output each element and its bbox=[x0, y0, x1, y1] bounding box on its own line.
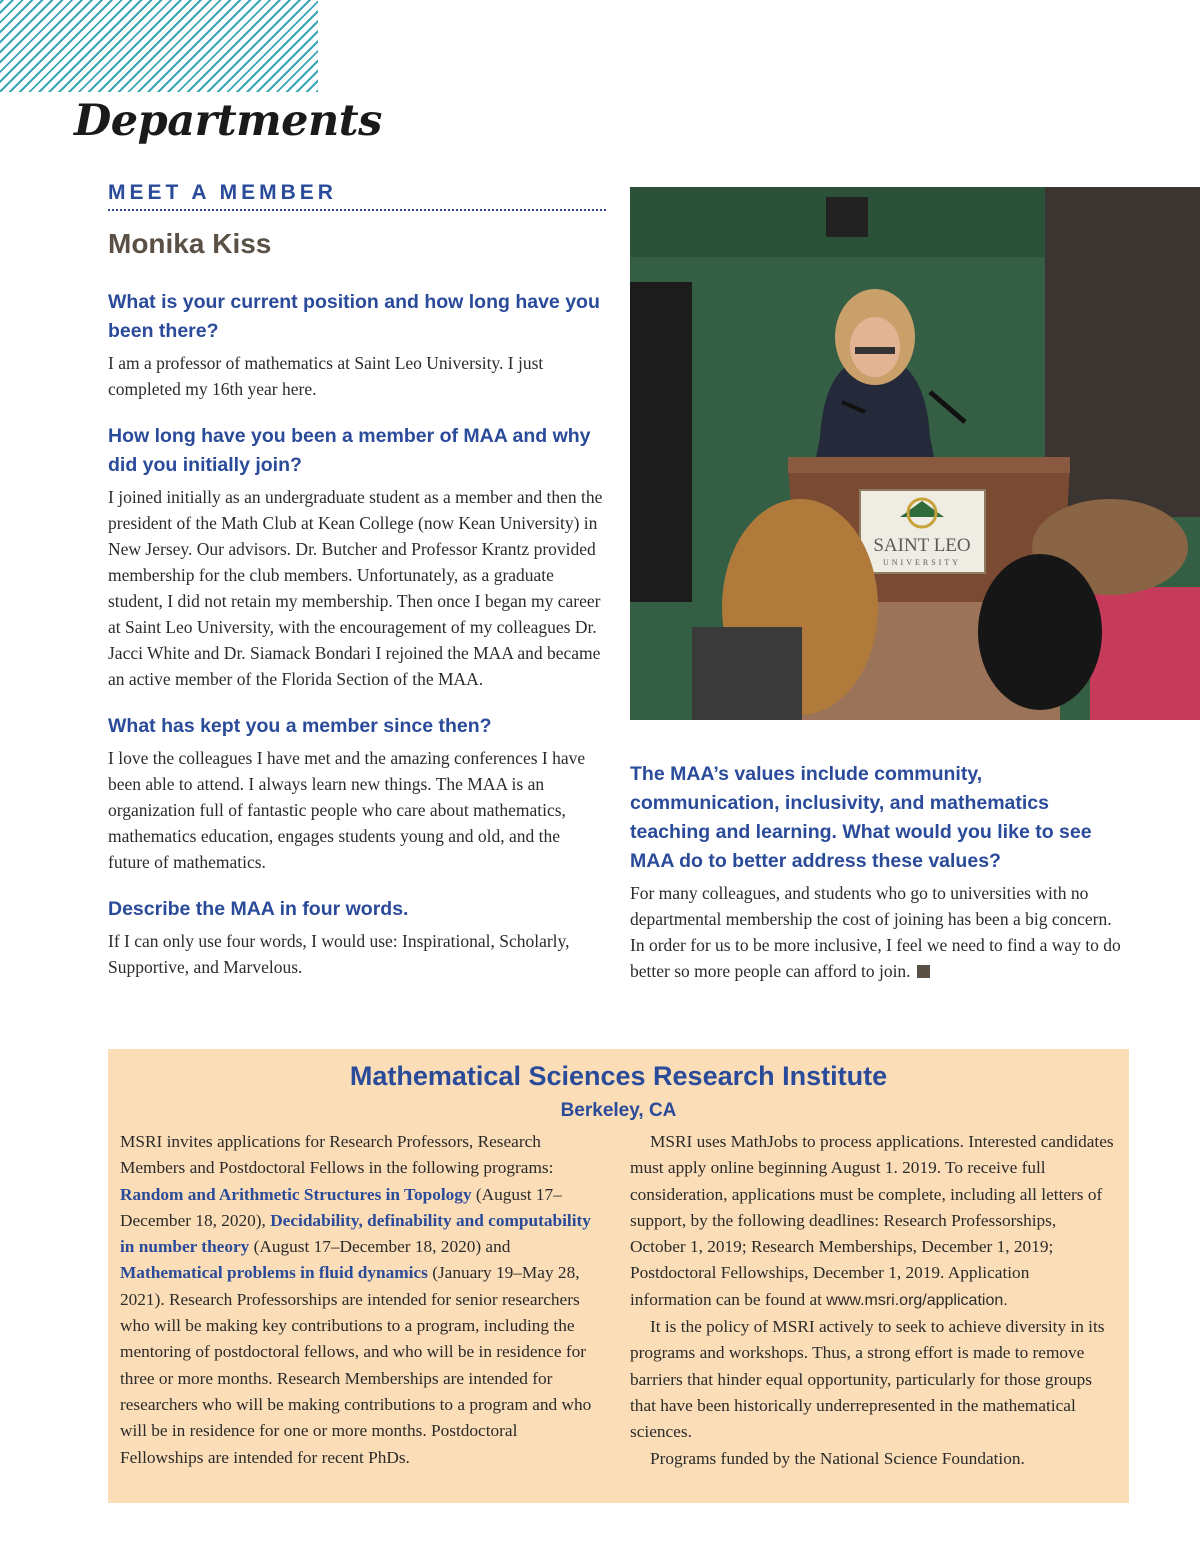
ad-text: (January 19–May 28, 2021). Research Professorships are intended for senior researchers who will be making key contributions to a program, including the mentoring of postdoctoral fellows, and who will be in residence for three or more months. Research Memberships are intended for researchers who will be making contributions to a program and who will be in residence for one or more months. Postdoctoral Fellowships are intended for recent PhDs. bbox=[120, 1263, 592, 1467]
ad-text: MSRI invites applications for Research Professors, Research Members and Postdoctoral Fellows in the following programs: bbox=[120, 1132, 554, 1178]
interview-left-column bbox=[108, 288, 604, 1000]
interview-right-column bbox=[630, 760, 1130, 1004]
podium-sign-university: UNIVERSITY bbox=[883, 558, 961, 567]
answer-position: I am a professor of mathematics at Saint Leo University. I just completed my 16th year here. bbox=[108, 353, 544, 399]
section-title: Departments bbox=[74, 96, 382, 146]
ad-text: (August 17–December 18, 2020) and bbox=[249, 1237, 511, 1257]
meet-a-member-kicker: MEET A MEMBER bbox=[108, 181, 606, 211]
program-link-number-theory[interactable]: Decidability, definability and computability in number theory bbox=[120, 1210, 591, 1257]
ad-programs-paragraph bbox=[120, 1129, 605, 1471]
question-membership: How long have you been a member of MAA and why did you initially join? bbox=[108, 425, 591, 476]
ad-title: Mathematical Sciences Research Institute bbox=[349, 1061, 888, 1091]
question-position: What is your current position and how long have you been there? bbox=[108, 291, 600, 342]
member-name: Monika Kiss bbox=[108, 228, 272, 259]
program-link-topology[interactable]: Random and Arithmetic Structures in Topology bbox=[120, 1184, 472, 1204]
answer-membership: I joined initially as an undergraduate student as a member and then the president of the Math Club at Kean College (now Kean University) in New Jersey. Our advisors. Dr. Butcher and Professor Krantz provided membership for the club members. Unfortunately, as a graduate student, I did not retain my membership. Then once I began my career at Saint Leo University, with the encouragement of my colleagues Dr. Jacci White and Dr. Siamack Bondari I rejoined the MAA and became an active member of the Florida Section of the MAA. bbox=[108, 487, 603, 689]
ad-diversity-paragraph: It is the policy of MSRI actively to seek to achieve diversity in its programs and workshops. Thus, a strong effort is made to remove barriers that hinder equal opportunity, particularly for those groups that have been historically underrepresented in the mathematical sciences. bbox=[630, 1317, 1105, 1442]
podium-sign-name: SAINT LEO bbox=[873, 535, 971, 556]
answer-maa-values-text: For many colleagues, and students who go to universities with no departmental membership the cost of joining has been a big concern. In order for us to be more inclusive, I feel we need to find a way to do better so more people can afford to join. bbox=[630, 883, 1121, 981]
ad-left-column bbox=[120, 1129, 605, 1471]
ad-text: (August 17–December 18, 2020), bbox=[120, 1184, 562, 1230]
decorative-hatch-pattern bbox=[0, 0, 318, 92]
application-url-link[interactable]: www.msri.org/application. bbox=[826, 1291, 1008, 1309]
msri-advertisement bbox=[108, 1049, 1129, 1503]
question-four-words: Describe the MAA in four words. bbox=[108, 898, 409, 920]
end-of-article-icon bbox=[917, 965, 930, 978]
photo-illustration bbox=[630, 187, 1200, 720]
ad-location: Berkeley, CA bbox=[560, 1100, 677, 1121]
answer-four-words: If I can only use four words, I would use: Inspirational, Scholarly, Supportive, and Marvelous. bbox=[108, 931, 570, 977]
program-link-fluid-dynamics[interactable]: Mathematical problems in fluid dynamics bbox=[120, 1263, 428, 1283]
ad-right-column bbox=[630, 1129, 1115, 1472]
member-photo bbox=[630, 187, 1200, 720]
ad-funding-paragraph: Programs funded by the National Science Foundation. bbox=[650, 1448, 1025, 1468]
question-maa-values: The MAA’s values include community, communication, inclusivity, and mathematics teaching and learning. What would you like to see MAA do to better address these values? bbox=[630, 763, 1092, 872]
answer-maa-values bbox=[630, 880, 1130, 984]
question-kept-member: What has kept you a member since then? bbox=[108, 715, 492, 737]
answer-kept-member: I love the colleagues I have met and the amazing conferences I have been able to attend. I always learn new things. The MAA is an organization full of fantastic people who care about mathematics, mathematics education, engages students young and old, and the future of mathematics. bbox=[108, 748, 586, 872]
ad-application-paragraph bbox=[630, 1129, 1115, 1314]
ad-text: MSRI uses MathJobs to process applications. Interested candidates must apply online beginning August 1. 2019. To receive full consideration, applications must be complete, including all letters of support, by the following deadlines: Research Professorships, October 1, 2019; Research Memberships, December 1, 2019; Postdoctoral Fellowships, December 1, 2019. Application information can be found at bbox=[630, 1132, 1114, 1309]
